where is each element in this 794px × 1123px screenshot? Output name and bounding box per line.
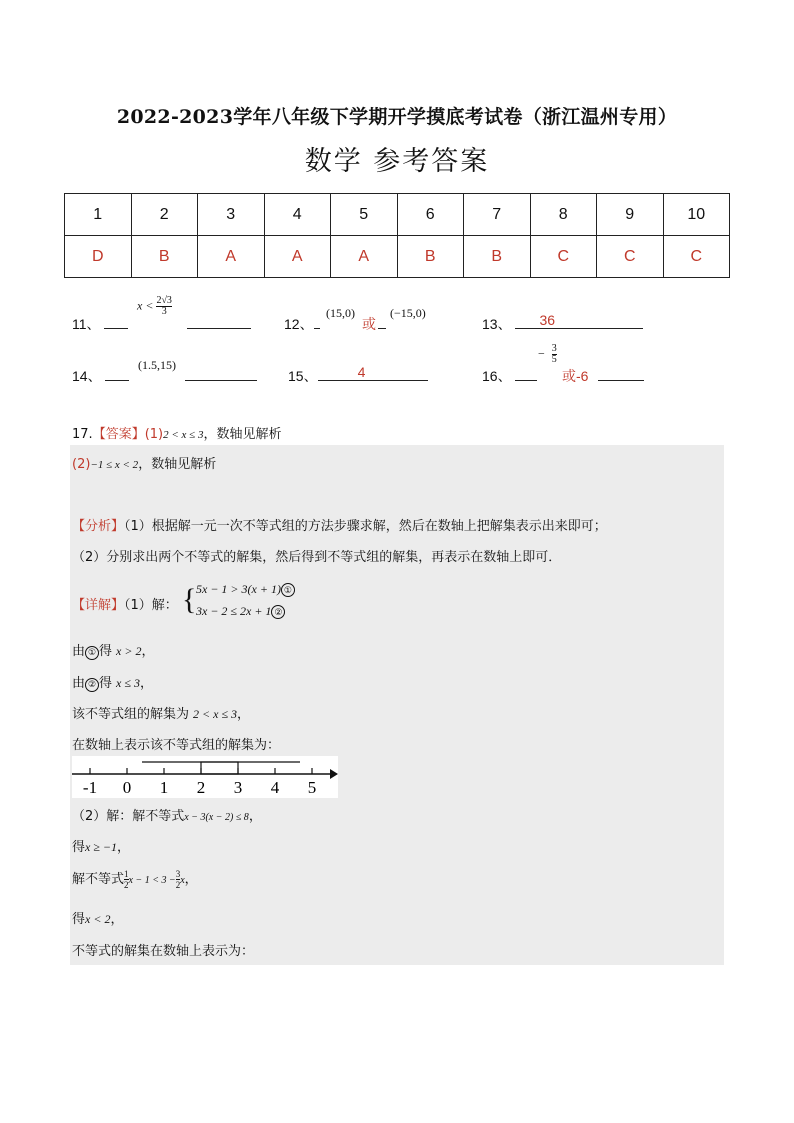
answer-tag: 【答案】	[92, 427, 145, 442]
answer-cell: A	[264, 236, 331, 278]
answer-table	[64, 193, 730, 278]
blank-q15	[288, 366, 428, 386]
part2-expr: x − 3(x − 2) ≤ 8	[184, 812, 249, 823]
part2-text: （2）解：解不等式	[72, 809, 185, 824]
answer-cell: C	[597, 236, 664, 278]
exam-subtitle: 数学 参考答案	[304, 146, 490, 177]
q16-alt-value: -6	[576, 368, 589, 384]
question-number: 9	[597, 194, 664, 236]
step-2-end: ，	[139, 676, 153, 691]
analysis-tag: 【分析】	[72, 519, 125, 534]
q11-prefix: x <	[137, 298, 154, 313]
question-number: 10	[663, 194, 730, 236]
answer-cell: A	[331, 236, 398, 278]
ineq-tail: x	[180, 875, 185, 886]
mark-2: ②	[271, 605, 285, 619]
question-number: 7	[464, 194, 531, 236]
step-1-expr: x > 2	[116, 644, 142, 658]
blank-q13	[482, 314, 643, 334]
answer-cell: C	[663, 236, 730, 278]
q12-number: 12、	[284, 316, 314, 332]
part2-final: 不等式的解集在数轴上表示为：	[72, 944, 255, 959]
question-number-row	[65, 194, 730, 236]
part2-result-2	[72, 908, 123, 927]
q11-frac-num: 2√3	[156, 295, 172, 306]
part2-res2-end: ，	[110, 912, 124, 927]
analysis-text-1: （1）根据解一元一次不等式组的方法步骤求解，然后在数轴上把解集表示出来即可；	[124, 519, 607, 534]
answer-cell: B	[464, 236, 531, 278]
step-2	[72, 672, 153, 692]
step-3-expr: 2 < x ≤ 3	[193, 707, 238, 721]
q16-or: 或	[562, 368, 576, 384]
question-number: 2	[131, 194, 198, 236]
q16-frac-den: 5	[551, 354, 557, 365]
q13-number: 13、	[482, 316, 512, 332]
blank-q11	[72, 314, 128, 334]
question-number: 8	[530, 194, 597, 236]
part2-get-2: 得	[72, 912, 86, 927]
step-3-text: 该不等式组的解集为	[72, 707, 190, 722]
detail-intro	[72, 594, 178, 613]
q12-answer-a: (15,0)	[326, 306, 355, 320]
part2-ineq-text: 解不等式	[72, 872, 125, 887]
q11-frac-den: 3	[161, 306, 167, 317]
answer-cell: C	[530, 236, 597, 278]
part2-ineq-line	[72, 868, 198, 890]
q16-number: 16、	[482, 368, 512, 384]
part2-end: ，	[248, 809, 262, 824]
answer-cell: B	[397, 236, 464, 278]
number-line-label: 2	[196, 778, 206, 797]
part2-get: 得	[72, 840, 86, 855]
frac2-num: 3	[175, 869, 181, 879]
step-1-get: 得	[99, 644, 113, 659]
question-number: 1	[65, 194, 132, 236]
mark-1: ①	[281, 583, 295, 597]
answer-1-suffix: ，数轴见解析	[203, 427, 282, 442]
answer-cell: D	[65, 236, 132, 278]
q12-answer-b: (−15,0)	[390, 306, 426, 320]
frac2-den: 2	[175, 880, 181, 890]
q14-number: 14、	[72, 368, 102, 384]
q16-frac-num: 3	[551, 343, 557, 354]
number-line-label: 4	[270, 778, 280, 797]
detail-tag: 【详解】	[72, 598, 125, 613]
analysis-text-2: （2）分别求出两个不等式的解集，然后得到不等式组的解集，再表示在数轴上即可．	[72, 550, 562, 565]
step-1-mark: ①	[85, 646, 99, 660]
q11-answer	[137, 296, 172, 317]
q16-answer	[538, 344, 557, 365]
answer-1-expr: 2 < x ≤ 3	[163, 429, 204, 441]
q14-answer: (1.5,15)	[138, 358, 176, 372]
number-line-label: -1	[82, 778, 98, 797]
question-number: 6	[397, 194, 464, 236]
answer-2-suffix: ，数轴见解析	[138, 457, 217, 472]
step-3	[72, 703, 250, 722]
system-brace: {	[182, 583, 197, 616]
system-line-1	[196, 582, 295, 597]
part2-result-1	[72, 836, 130, 855]
q15-answer: 4	[357, 364, 366, 380]
exam-title: 2022-2023学年八年级下学期开学摸底考试卷（浙江温州专用）	[116, 106, 678, 128]
answer-cell: B	[131, 236, 198, 278]
step-1-end: ，	[141, 644, 155, 659]
answer-row	[65, 236, 730, 278]
number-line-1	[72, 756, 338, 798]
question-number: 4	[264, 194, 331, 236]
q13-answer: 36	[539, 312, 556, 328]
frac-den: 2	[124, 880, 129, 890]
q17-answer-2	[72, 453, 216, 472]
detail-intro-text: （1）解：	[124, 598, 178, 613]
answer-2-prefix: (2)	[72, 457, 91, 472]
step-1-from: 由	[72, 644, 86, 659]
number-line-label: 5	[307, 778, 317, 797]
system-eq-2: 3x − 2 ≤ 2x + 1	[196, 604, 272, 618]
question-number: 5	[331, 194, 398, 236]
step-2-get: 得	[99, 676, 113, 691]
step-3-end: ，	[237, 707, 251, 722]
ineq-end: ，	[184, 872, 198, 887]
number-line-label: 0	[122, 778, 132, 797]
part2-line	[72, 805, 262, 824]
step-4: 在数轴上表示该不等式组的解集为：	[72, 738, 281, 753]
step-2-from: 由	[72, 676, 86, 691]
step-2-expr: x ≤ 3	[116, 676, 140, 690]
step-1	[72, 640, 154, 660]
part2-res2-expr: x < 2	[85, 912, 111, 926]
q16-alt	[562, 366, 588, 386]
solution-interval	[201, 762, 238, 774]
q17-answer-line	[72, 423, 281, 442]
q17-label: 17.	[72, 427, 93, 442]
part2-res-end: ，	[117, 840, 131, 855]
answer-cell: A	[198, 236, 265, 278]
q16-neg: −	[538, 346, 545, 361]
blank-q12	[284, 314, 320, 334]
step-2-mark: ②	[85, 678, 99, 692]
answer-2-expr: −1 ≤ x < 2	[90, 459, 139, 471]
question-number: 3	[198, 194, 265, 236]
blank-q16	[482, 366, 537, 386]
q11-number: 11、	[72, 316, 101, 332]
frac-num: 1	[124, 869, 129, 879]
analysis-line-1	[72, 515, 607, 534]
number-line-label: 3	[233, 778, 243, 797]
part2-res-expr: x ≥ −1	[85, 840, 118, 854]
number-line-label: 1	[159, 778, 169, 797]
ineq-mid: x − 1 < 3 −	[128, 875, 176, 886]
axis-arrow	[330, 769, 338, 779]
q15-number: 15、	[288, 368, 318, 384]
system-line-2	[196, 604, 285, 619]
answer-1-prefix: (1)	[144, 427, 164, 442]
blank-q14	[72, 366, 129, 386]
system-eq-1: 5x − 1 > 3(x + 1)	[196, 582, 281, 596]
q12-or: 或	[362, 316, 376, 332]
